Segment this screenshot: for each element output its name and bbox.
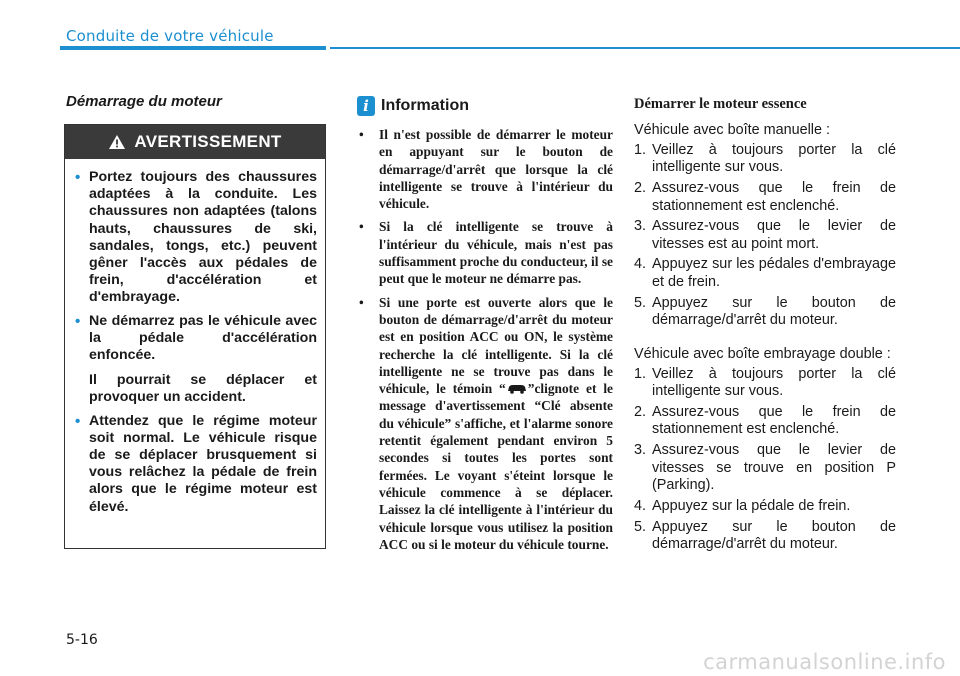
step-item (634, 366, 896, 400)
bullet-icon: • (75, 169, 81, 186)
step-number: 1. (634, 366, 647, 383)
step-number: 1. (634, 142, 647, 159)
engine-start-title: Démarrer le moteur essence (634, 96, 807, 112)
step-number: 4. (634, 256, 647, 273)
bullet-icon: • (75, 412, 81, 430)
information-item (357, 218, 613, 287)
warning-header (65, 125, 325, 159)
warning-item (75, 413, 317, 516)
warning-text: Il pourrait se déplacer et provoquer un accident. (89, 372, 317, 406)
step-text: Appuyez sur les pédales d'embrayage et de frein. (652, 256, 896, 290)
warning-item (75, 169, 317, 307)
step-number: 4. (634, 497, 647, 514)
dct-gearbox-intro: Véhicule avec boîte embrayage double : (634, 345, 891, 362)
warning-item (75, 313, 317, 407)
step-text: Veillez à toujours porter la clé intelligente sur vous. (652, 366, 896, 400)
step-text: Veillez à toujours porter la clé intelligente sur vous. (652, 142, 896, 176)
warning-label: AVERTISSEMENT (134, 132, 282, 151)
warning-text: Attendez que le régime moteur soit normal. Le véhicule risque de se déplacer brusquement si vous relâchez la pédale de frein alors que le régime moteur est élevé. (89, 412, 317, 515)
info-icon: i (357, 96, 375, 116)
step-text: Assurez-vous que le levier de vitesses se trouve en position P (Parking). (652, 442, 896, 493)
bullet-icon: • (359, 127, 364, 142)
step-item (634, 295, 896, 329)
step-number: 3. (634, 442, 647, 459)
bullet-icon: • (359, 294, 364, 310)
chapter-title: Conduite de votre véhicule (66, 27, 274, 45)
warning-triangle-icon (108, 134, 126, 150)
step-text: Assurez-vous que le levier de vitesses est au point mort. (652, 218, 896, 252)
bullet-icon: • (359, 219, 364, 235)
step-text: Appuyez sur le bouton de démarrage/d'arrêt du moteur. (652, 518, 896, 552)
warning-box (64, 124, 326, 549)
information-item (357, 294, 613, 553)
information-title: Information (381, 97, 469, 114)
warning-list (75, 169, 317, 516)
step-item (634, 442, 896, 494)
step-text: Assurez-vous que le frein de stationnement est enclenché. (652, 404, 896, 438)
step-item (634, 142, 896, 176)
step-number: 2. (634, 180, 647, 197)
manual-steps-list (634, 142, 896, 329)
bullet-icon: • (75, 312, 81, 330)
manual-gearbox-intro: Véhicule avec boîte manuelle : (634, 122, 830, 138)
step-text: Assurez-vous que le frein de stationnement est enclenché. (652, 180, 896, 214)
step-number: 3. (634, 218, 647, 235)
step-item (634, 498, 896, 515)
step-item (634, 256, 896, 290)
information-text: Si une porte est ouverte alors que le bouton de démarrage/d'arrêt du moteur est en position ACC ou ON, le système recherche la clé intelligente. Si la clé intelligente ne se trouve pas dans le véhicule, le témoin “ (379, 294, 613, 397)
step-item (634, 218, 896, 252)
information-list (357, 126, 613, 559)
step-item (634, 519, 896, 553)
header-rule-thin (330, 47, 960, 49)
step-item (634, 404, 896, 438)
watermark: carmanualsonline.info (703, 650, 946, 674)
step-number: 2. (634, 404, 647, 421)
section-title: Démarrage du moteur (66, 93, 222, 110)
step-text: Appuyez sur le bouton de démarrage/d'arrêt du moteur. (652, 294, 896, 328)
warning-text: Portez toujours des chaussures adaptées à la conduite. Les chaussures non adaptées (talons hauts, chaussures de ski, sandales, tongs, etc.) peuvent gêner l'accès aux pédales de frein, d'accélération et d'embrayage. (89, 169, 317, 306)
step-item (634, 180, 896, 214)
engine-start-column (634, 96, 896, 557)
step-number: 5. (634, 518, 647, 535)
key-not-in-vehicle-icon (506, 382, 528, 394)
page-number: 5-16 (66, 632, 98, 648)
dct-steps-list (634, 366, 896, 553)
information-item (357, 126, 613, 212)
information-header (357, 96, 469, 116)
step-number: 5. (634, 294, 647, 311)
header-rule-thick (60, 46, 326, 50)
step-text: Appuyez sur la pédale de frein. (652, 497, 851, 514)
information-text: ”clignote et le message d'avertissement “Clé absente du véhicule” s'affiche, et l'alarme sonore retentit également pendant environ 5 secondes si toutes les portes sont fermées. Le voyant s'éteint lorsque le véhicule commence à se déplacer. Laissez la clé intelligente à l'intérieur du véhicule lorsque vous utilisez la position ACC ou si le moteur du véhicule tourne. (379, 381, 613, 552)
information-text: Il n'est possible de démarrer le moteur en appuyant sur le bouton de démarrage/d'arrêt que lorsque la clé intelligente se trouve à l'intérieur du véhicule. (379, 127, 613, 212)
information-text: Si la clé intelligente se trouve à l'intérieur du véhicule, mais n'est pas suffisamment proche du conducteur, il se peut que le moteur ne démarre pas. (379, 219, 613, 287)
warning-text: Ne démarrez pas le véhicule avec la pédale d'accélération enfoncée. (89, 312, 317, 364)
